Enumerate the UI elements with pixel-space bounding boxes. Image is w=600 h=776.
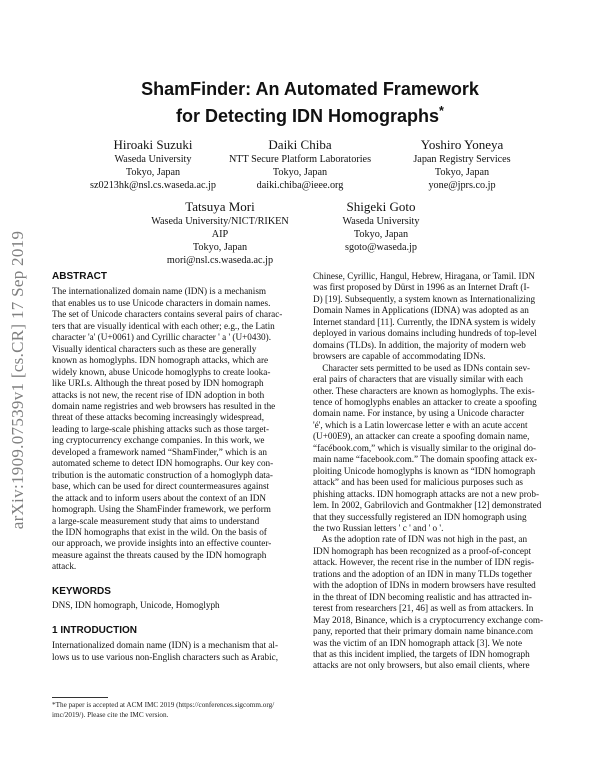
author-location: Tokyo, Japan bbox=[434, 167, 490, 178]
text-line: eral pairs of characters that are visually similar with each bbox=[313, 374, 523, 385]
text-line: character 'a' (U+0061) and Cyrillic character ' а ' (U+0430). bbox=[52, 332, 272, 343]
introduction-heading: 1 INTRODUCTION bbox=[52, 624, 137, 636]
title-line-1: ShamFinder: An Automated Framework bbox=[141, 79, 479, 99]
footnote bbox=[52, 701, 304, 720]
arxiv-stamp bbox=[8, 190, 28, 570]
author-affiliation: Japan Registry Services bbox=[413, 154, 511, 165]
text-line: base, which can be used for direct countermeasures against bbox=[52, 481, 270, 492]
author-affiliation: Waseda University bbox=[342, 216, 420, 227]
text-line: lows us to use various non-English characters such as Arabic, bbox=[52, 651, 279, 662]
text-line: the two Russian letters ' с ' and ' о '. bbox=[313, 522, 444, 533]
text-line: attacks are not only browsers, but also email clients, where bbox=[313, 660, 530, 671]
author-affiliation: Waseda University bbox=[114, 154, 192, 165]
text-line: that they successfully registered an IDN homograph using bbox=[313, 511, 527, 522]
text-line: homograph. Using the ShamFinder framework, we perform bbox=[52, 504, 271, 515]
text-line: tribution is the automatic construction of a homoglyph data- bbox=[52, 469, 273, 480]
text-line: terest from researchers [21, 46] as well as from attackers. In bbox=[313, 603, 534, 614]
footnote-line: *The paper is accepted at ACM IMC 2019 (https://conferences.sigcomm.org/ bbox=[52, 701, 275, 709]
text-line: attack. However, the recent rise in the number of IDN regis- bbox=[313, 557, 535, 568]
text-line: domains (TLDs). In addition, the majority of modern web bbox=[313, 339, 526, 350]
author-location: Tokyo, Japan bbox=[125, 167, 181, 178]
author-name: Tatsuya Mori bbox=[185, 199, 255, 214]
author-name: Daiki Chiba bbox=[268, 137, 332, 152]
text-line: attack” and has been used for malicious purposes such as bbox=[313, 477, 523, 488]
text-line: Internet standard [11]. Currently, the IDNA system is widely bbox=[313, 316, 536, 327]
author-name: Yoshiro Yoneya bbox=[420, 137, 504, 152]
text-line: the attack and to inform users about the context of an IDN bbox=[52, 492, 267, 503]
text-line: attacks is not new, the recent rise of IDN adoption in both bbox=[52, 389, 265, 400]
text-line: ing cryptocurrency exchange companies. In this work, we bbox=[52, 435, 265, 446]
left-column bbox=[52, 271, 304, 663]
text-line: main name “facebook.com.” The domain spoofing attack ex- bbox=[313, 454, 538, 465]
text-line: browsers are capable of accommodating IDNs. bbox=[313, 351, 486, 362]
text-line: The internationalized domain name (IDN) is a mechanism bbox=[52, 286, 267, 297]
author-location: Tokyo, Japan bbox=[272, 167, 328, 178]
text-line: pany, reported that their primary domain name binance.com bbox=[313, 626, 534, 637]
abstract-heading: ABSTRACT bbox=[52, 271, 107, 282]
text-line: was first proposed by Dürst in 1996 as an Internet Draft (I- bbox=[313, 282, 530, 293]
text-line: deployed in various domains including hundreds of top-level bbox=[313, 328, 537, 339]
author-email[interactable]: yone@jprs.co.jp bbox=[428, 180, 496, 191]
text-line: attack. bbox=[52, 561, 77, 572]
text-line: ploiting Unicode homoglyphs is known as “IDN homograph bbox=[313, 465, 536, 476]
text-line: The set of Unicode characters contains several pairs of charac- bbox=[52, 309, 283, 320]
text-line: phishing attacks. IDN homograph attacks are not a new prob- bbox=[313, 488, 540, 499]
footnote-line: imc/2019/). Please cite the IMC version. bbox=[52, 710, 169, 719]
text-line: (U+00E9), an attacker can create a spoofing domain name, bbox=[313, 431, 530, 442]
text-line: other. These characters are known as homoglyphs. The exis- bbox=[313, 385, 535, 396]
text-line: developed a framework named “ShamFinder,” which is an bbox=[52, 446, 267, 457]
text-line: threat of these attacks becoming increasingly widespread, bbox=[52, 412, 264, 423]
text-line: that as this incident implied, the targets of IDN homograph bbox=[313, 648, 530, 659]
text-line: leading to large-scale phishing attacks such as those target- bbox=[52, 423, 270, 434]
author-affiliation: Waseda University/NICT/RIKEN bbox=[151, 216, 289, 227]
keywords-text: DNS, IDN homograph, Unicode, Homoglyph bbox=[52, 600, 220, 611]
author-email[interactable]: sz0213hk@nsl.cs.waseda.ac.jp bbox=[90, 180, 216, 191]
author-block bbox=[392, 137, 532, 192]
introduction-continued bbox=[313, 271, 565, 672]
author-affiliation: NTT Secure Platform Laboratories bbox=[228, 154, 372, 165]
author-name: Shigeki Goto bbox=[346, 199, 416, 214]
text-line: was the victim of an IDN homograph attack [3]. We note bbox=[313, 637, 523, 648]
text-line: widely known, abuse Unicode homoglyphs to create looka- bbox=[52, 366, 271, 377]
text-line: domain name. For instance, by using a Unicode character bbox=[313, 408, 525, 419]
author-location: Tokyo, Japan bbox=[192, 242, 248, 253]
author-block bbox=[315, 199, 447, 254]
text-line: IDN homograph has been recognized as a proof-of-concept bbox=[313, 545, 532, 556]
author-location: Tokyo, Japan bbox=[353, 229, 409, 240]
text-line: D) [19]. Subsequently, a system known as Internationalizing bbox=[313, 293, 536, 304]
abstract-body bbox=[52, 286, 304, 572]
paper-title bbox=[60, 78, 560, 127]
text-line: ters that are visually identical with each other; e.g., the Latin bbox=[52, 320, 275, 331]
text-line: tence of homoglyphs enables an attacker to create a spoofing bbox=[313, 396, 537, 407]
author-block bbox=[140, 199, 300, 267]
text-line: lem. In 2002, Gabrilovich and Gontmakher [12] demonstrated bbox=[313, 500, 542, 511]
title-line-2: for Detecting IDN Homographs bbox=[176, 106, 440, 126]
text-line: Character sets permitted to be used as IDNs contain sev- bbox=[313, 362, 531, 373]
text-line: in the threat of IDN becoming realistic and has attracted in- bbox=[313, 591, 532, 602]
footnote-rule bbox=[52, 697, 108, 698]
text-line: trations and the adoption of an IDN in many TLDs together bbox=[313, 568, 532, 579]
author-email[interactable]: daiki.chiba@ieee.org bbox=[256, 180, 344, 191]
text-line: automated scheme to detect IDN homographs. Our key con- bbox=[52, 458, 274, 469]
text-line: Visually identical characters such as these are generally bbox=[52, 343, 257, 354]
title-footnote-mark: * bbox=[439, 104, 444, 118]
text-line: Chinese, Cyrillic, Hangul, Hebrew, Hiragana, or Tamil. IDN bbox=[313, 271, 535, 281]
author-block bbox=[78, 137, 228, 192]
introduction-body bbox=[52, 640, 304, 663]
text-line: measure against the threats caused by the IDN homograph bbox=[52, 549, 267, 560]
text-line: known as homoglyphs. IDN homograph attacks, which are bbox=[52, 355, 269, 366]
text-line: 'é', which is a Latin lowercase letter e with an acute accent bbox=[313, 419, 528, 430]
keywords-heading: KEYWORDS bbox=[52, 585, 111, 597]
author-name: Hiroaki Suzuki bbox=[113, 137, 193, 152]
text-line: domain name registries and web browsers has resulted in the bbox=[52, 400, 276, 411]
author-affiliation-2: AIP bbox=[211, 229, 229, 240]
text-line: May 2018, Binance, which is a cryptocurrency exchange com- bbox=[313, 614, 544, 625]
arxiv-id: arXiv:1909.07539v1 [cs.CR] 17 Sep 2019 bbox=[8, 230, 27, 530]
text-line: like URLs. Although the threat posed by IDN homograph bbox=[52, 378, 264, 389]
author-block bbox=[212, 137, 388, 192]
text-line: a large-scale measurement study that aims to understand bbox=[52, 515, 260, 526]
author-email[interactable]: sgoto@waseda.jp bbox=[345, 242, 417, 253]
right-column bbox=[313, 271, 565, 672]
text-line: the IDN homographs that exist in the wild. On the basis of bbox=[52, 526, 267, 537]
text-line: with the adoption of IDNs in modern browsers have resulted bbox=[313, 580, 536, 591]
text-line: “facébook.com,” which is visually similar to the original do- bbox=[313, 442, 536, 453]
text-line: our approach, we provide insights into an effective counter- bbox=[52, 538, 272, 549]
text-line: that enables us to use Unicode characters in domain names. bbox=[52, 297, 271, 308]
text-line: Domain Names in Applications (IDNA) was adopted as an bbox=[313, 305, 529, 316]
author-email[interactable]: mori@nsl.cs.waseda.ac.jp bbox=[166, 255, 274, 266]
text-line: Internationalized domain name (IDN) is a mechanism that al- bbox=[52, 640, 279, 651]
text-line: As the adoption rate of IDN was not high in the past, an bbox=[313, 534, 528, 545]
